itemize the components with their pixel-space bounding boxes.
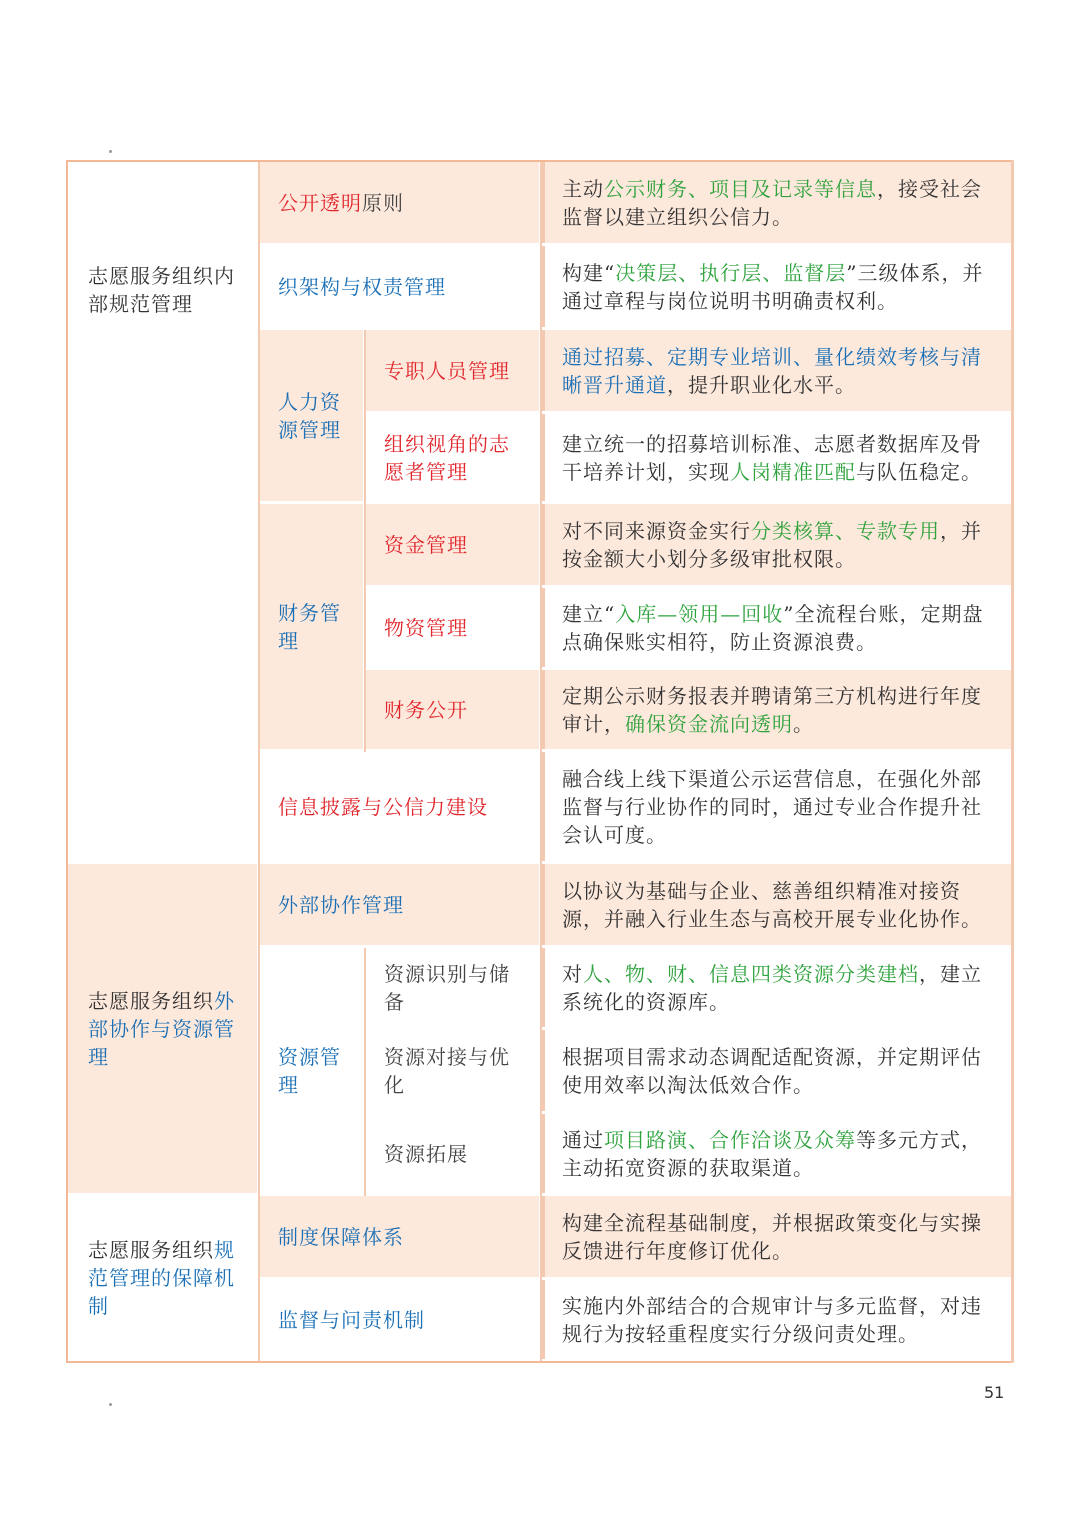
desc-finance-disclosure: 定期公示财务报表并聘请第三方机构进行年度审计，确保资金流向透明。	[542, 670, 1014, 752]
desc-resource-matching: 根据项目需求动态调配适配资源，并定期评估使用效率以淘汰低效合作。	[542, 1030, 1014, 1114]
item-resource-matching: 资源对接与优化	[366, 1030, 542, 1114]
desc-fulltime-staff: 通过招募、定期专业培训、量化绩效考核与清晰晋升通道，提升职业化水平。	[542, 330, 1014, 414]
table-border-top	[66, 160, 1014, 162]
decorative-dot	[109, 150, 112, 153]
section-title: 志愿服务组织规范管理的保障机制	[88, 1237, 235, 1318]
item-external-cooperation: 外部协作管理	[260, 864, 542, 948]
desc-volunteer-management: 建立统一的招募培训标准、志愿者数据库及骨干培养计划，实现人岗精准匹配与队伍稳定。	[542, 414, 1014, 504]
item-system-guarantee: 制度保障体系	[260, 1196, 542, 1280]
desc-system-guarantee: 构建全流程基础制度，并根据政策变化与实操反馈进行年度修订优化。	[542, 1196, 1014, 1280]
desc-fund-management: 对不同来源资金实行分类核算、专款专用，并按金额大小划分多级审批权限。	[542, 504, 1014, 588]
divider-line	[540, 162, 542, 1362]
group-finance: 财务管理	[260, 504, 366, 752]
desc-material-management: 建立“入库—领用—回收”全流程台账，定期盘点确保账实相符，防止资源浪费。	[542, 588, 1014, 670]
table-border-bottom	[66, 1361, 1014, 1363]
item-information-disclosure: 信息披露与公信力建设	[260, 752, 542, 864]
item-fund-management: 资金管理	[366, 504, 542, 588]
table-border-left	[66, 160, 68, 1363]
item-open-transparency: 公开透明原则	[260, 162, 542, 246]
section-empty-cell	[68, 162, 260, 246]
group-human-resources: 人力资源管理	[260, 330, 366, 504]
item-supervision-accountability: 监督与问责机制	[260, 1280, 542, 1362]
section-guarantee-mechanism	[68, 1196, 260, 1362]
item-volunteer-management: 组织视角的志愿者管理	[366, 414, 542, 504]
divider-line	[258, 162, 260, 1362]
page-number: 51	[984, 1383, 1005, 1402]
table-border-right	[1011, 160, 1014, 1363]
desc-structure-authority: 构建“决策层、执行层、监督层”三级体系，并通过章程与岗位说明书明确责权利。	[542, 246, 1014, 330]
item-finance-disclosure: 财务公开	[366, 670, 542, 752]
section-external-cooperation	[68, 864, 260, 1196]
divider-line	[364, 948, 366, 1196]
desc-resource-identification: 对人、物、财、信息四类资源分类建档，建立系统化的资源库。	[542, 948, 1014, 1030]
desc-supervision-accountability: 实施内外部结合的合规审计与多元监督，对违规行为按轻重程度实行分级问责处理。	[542, 1280, 1014, 1362]
item-fulltime-staff: 专职人员管理	[366, 330, 542, 414]
item-resource-identification: 资源识别与储备	[366, 948, 542, 1030]
item-resource-expansion: 资源拓展	[366, 1114, 542, 1196]
section-title: 志愿服务组织外部协作与资源管理	[88, 988, 235, 1069]
section-title: 志愿服务组织内部规范管理	[88, 264, 235, 316]
item-material-management: 物资管理	[366, 588, 542, 670]
desc-information-disclosure: 融合线上线下渠道公示运营信息，在强化外部监督与行业协作的同时，通过专业合作提升社会认可度。	[542, 752, 1014, 864]
desc-resource-expansion: 通过项目路演、合作洽谈及众筹等多元方式，主动拓宽资源的获取渠道。	[542, 1114, 1014, 1196]
decorative-dot	[109, 1403, 112, 1406]
item-structure-authority: 织架构与权责管理	[260, 246, 542, 330]
desc-external-cooperation: 以协议为基础与企业、慈善组织精准对接资源，并融入行业生态与高校开展专业化协作。	[542, 864, 1014, 948]
desc-open-transparency: 主动公示财务、项目及记录等信息，接受社会监督以建立组织公信力。	[542, 162, 1014, 246]
section-internal-management	[68, 246, 260, 864]
group-resource-management: 资源管理	[260, 948, 366, 1196]
divider-line	[364, 330, 366, 752]
